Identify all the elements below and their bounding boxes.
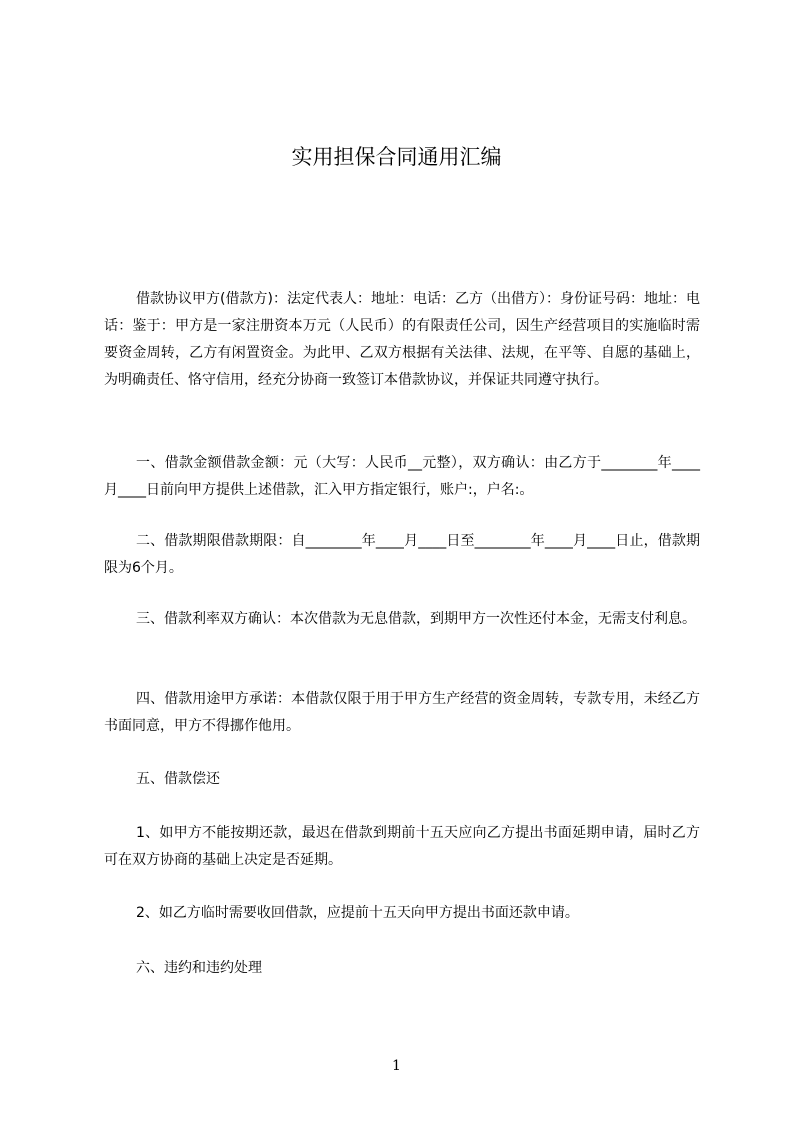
paragraph-repayment-item-1: 1、如甲方不能按期还款，最迟在借款到期前十五天应向乙方提出书面延期申请，届时乙方可在双方协商的基础上决定是否延期。 [104,825,700,868]
paragraph-repayment-item-2: 2、如乙方临时需要收回借款，应提前十五天向甲方提出书面还款申请。 [136,905,579,921]
page-number: 1 [392,1058,401,1074]
paragraph-preamble: 借款协议甲方(借款方)：法定代表人：地址：电话：乙方（出借方）：身份证号码：地址：电话：鉴于：甲方是一家注册资本万元（人民币）的有限责任公司，因生产经营项目的实施临时需要资金周转，乙方有闲置资金。为此甲、乙双方根据有关法律、法规，在平等、自愿的基础上，为明确责任、恪守信用，经充分协商一致签订本借款协议，并保证共同遵守执行。 [104,291,700,388]
paragraph-interest-rate: 三、借款利率双方确认：本次借款为无息借款，到期甲方一次性还付本金，无需支付利息。 [136,611,696,627]
paragraph-loan-amount: 一、借款金额借款金额：元（大写：人民币__元整），双方确认：由乙方于________年____月____日前向甲方提供上述借款，汇入甲方指定银行，账户:，户名:。 [104,455,700,498]
document-title: 实用担保合同通用汇编 [291,145,502,169]
section-heading-breach: 六、违约和违约处理 [136,960,262,976]
paragraph-loan-term: 二、借款期限借款期限：自________年____月____日至________年____月____日止，借款期限为6个月。 [104,533,700,576]
section-heading-repayment: 五、借款偿还 [136,771,220,787]
paragraph-loan-purpose: 四、借款用途甲方承诺：本借款仅限于用于甲方生产经营的资金周转，专款专用，未经乙方书面同意，甲方不得挪作他用。 [104,691,700,734]
